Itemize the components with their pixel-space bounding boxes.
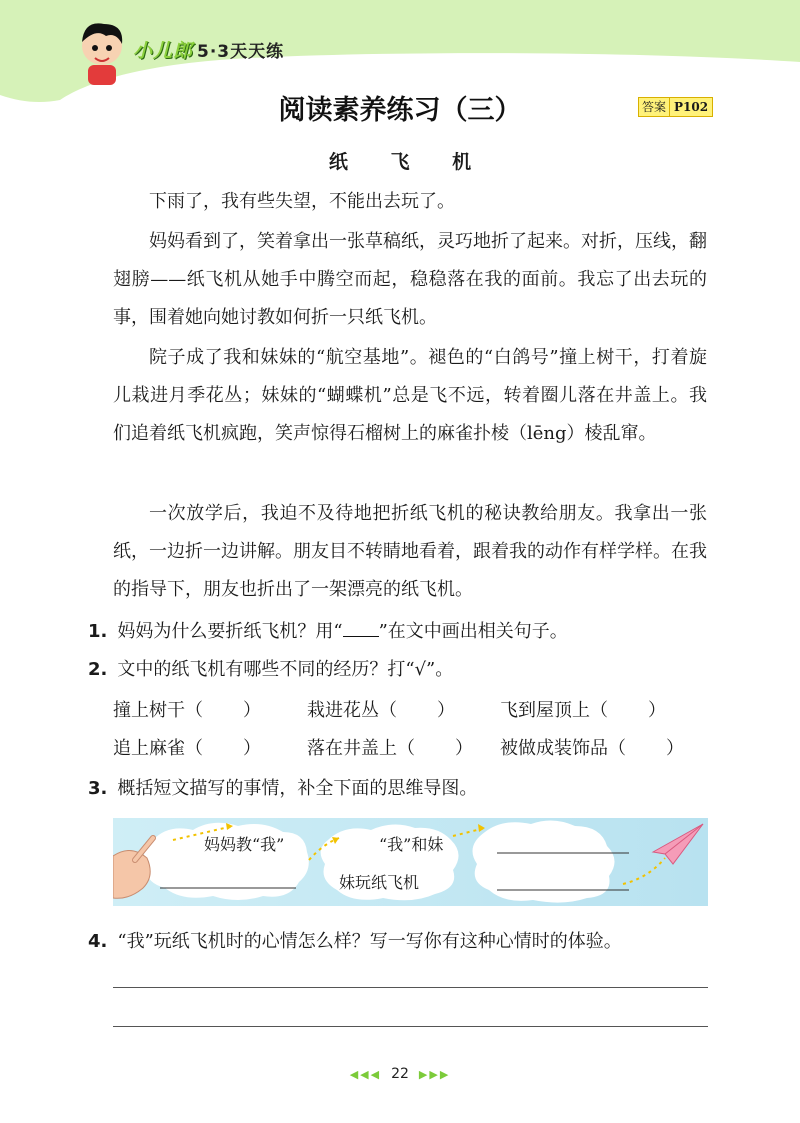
question-4-text: “我”玩纸飞机时的心情怎么样？写一写你有这种心情时的体验。 [117,931,622,952]
option-label: 飞到屋顶上 [500,700,590,721]
arrows-right-icon: ▶▶▶ [418,1068,451,1081]
map-node-play-line2: 妹玩纸飞机 [339,873,420,892]
question-1-text-before: 妈妈为什么要折纸飞机？用“ [117,621,343,642]
story-paragraph-4: 一次放学后，我迫不及待地把折纸飞机的秘诀教给朋友。我拿出一张纸，一边折一边讲解。朋友目不转睛地看着，跟着我的动作有样学样。在我的指导下，朋友也折出了一架漂亮的纸飞机。 [113,503,707,600]
mind-map [113,818,708,906]
question-1 [88,617,708,647]
brand [133,36,284,63]
page-footer [0,1066,800,1082]
brand-logo: 小儿郎 [133,40,194,62]
map-node-mom-teaches: 妈妈教“我” [204,835,285,854]
question-3 [88,774,708,804]
question-1-text-after: ”在文中画出相关句子。 [378,621,568,642]
question-4 [88,927,708,957]
answer-page: P102 [674,100,709,114]
option-label: 追上麻雀 [113,738,185,759]
option-label: 栽进花丛 [307,700,379,721]
question-3-number: 3. [88,778,108,799]
answer-reference [638,97,713,117]
option-label: 被做成装饰品 [500,738,608,759]
option-6[interactable]: 被做成装饰品（ ） [500,738,684,759]
answer-line-1[interactable] [113,987,708,988]
option-label: 落在井盖上 [307,738,397,759]
option-5[interactable]: 落在井盖上（ ） [307,738,473,759]
story-paragraph-3: 院子成了我和妹妹的“航空基地”。褪色的“白鸽号”撞上树干，打着旋儿栽进月季花丛；妹妹的“蝴蝶机”总是飞不远，转着圈儿落在井盖上。我们追着纸飞机疯跑，笑声惊得石榴树上的麻雀扑棱（lēng）棱乱窜。 [113,347,707,444]
question-2 [88,655,708,685]
map-node-play-line1: “我”和妹 [379,835,444,854]
page-number: 22 [391,1066,409,1082]
story-title: 纸 飞 机 [328,151,490,173]
page-title: 阅读素养练习（三） [278,95,522,126]
underline-sample [343,618,379,637]
option-4[interactable]: 追上麻雀（ ） [113,738,261,759]
mascot-boy-icon [72,18,132,88]
answer-line-2[interactable] [113,1026,708,1027]
story-paragraph-1: 下雨了，我有些失望，不能出去玩了。 [149,191,455,212]
option-label: 撞上树干 [113,700,185,721]
answer-label: 答案 [639,98,670,116]
question-3-text: 概括短文描写的事情，补全下面的思维导图。 [117,778,478,799]
question-4-number: 4. [88,931,108,952]
option-3[interactable]: 飞到屋顶上（ ） [500,700,666,721]
option-1[interactable]: 撞上树干（ ） [113,700,261,721]
question-2-text: 文中的纸飞机有哪些不同的经历？打“√”。 [117,659,454,680]
option-2[interactable]: 栽进花丛（ ） [307,700,455,721]
question-1-number: 1. [88,621,108,642]
story-paragraph-2: 妈妈看到了，笑着拿出一张草稿纸，灵巧地折了起来。对折，压线，翻翅膀——纸飞机从她手中腾空而起，稳稳落在我的面前。我忘了出去玩的事，围着她向她讨教如何折一只纸飞机。 [113,231,707,328]
brand-series: 5·3天天练 [197,42,285,62]
arrows-left-icon: ◀◀◀ [349,1068,382,1081]
question-2-number: 2. [88,659,108,680]
